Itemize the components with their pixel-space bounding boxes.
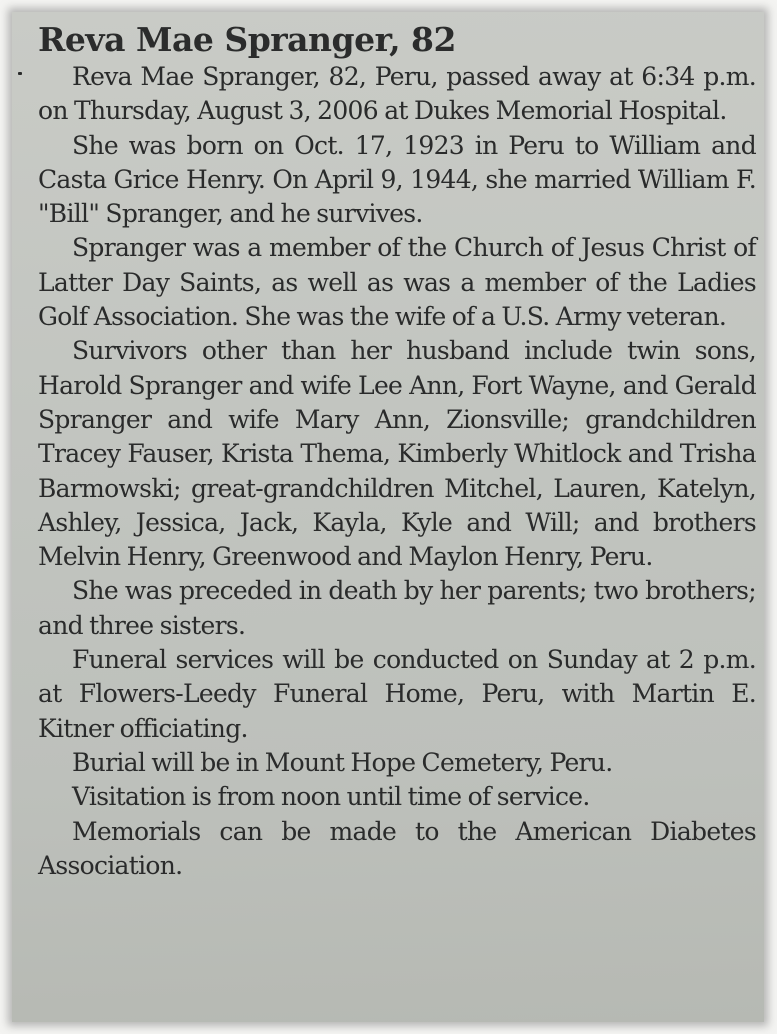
print-mark bbox=[18, 72, 22, 75]
obituary-headline: Reva Mae Spranger, 82 bbox=[38, 20, 456, 59]
obituary-article bbox=[38, 22, 756, 883]
paragraph-memberships: Spranger was a member of the Church of Jesus Christ of Latter Day Saints, as well as was a member of the Ladies Golf Association. She was the wife of a U.S. Army veteran. bbox=[38, 233, 756, 332]
paragraph-birth-marriage: She was born on Oct. 17, 1923 in Peru to William and Casta Grice Henry. On April 9, 1944, she married William F. "Bill" Spranger, and he survives. bbox=[38, 130, 756, 229]
paragraph-visitation: Visitation is from noon until time of service. bbox=[72, 782, 590, 812]
paragraph-memorials: Memorials can be made to the American Diabetes Association. bbox=[38, 816, 756, 880]
paragraph-death-notice: Reva Mae Spranger, 82, Peru, passed away at 6:34 p.m. on Thursday, August 3, 2006 at Dukes Memorial Hospital. bbox=[38, 62, 756, 126]
newspaper-clipping bbox=[12, 12, 764, 1022]
paragraph-preceded: She was preceded in death by her parents; two brothers; and three sisters. bbox=[38, 576, 756, 640]
paragraph-survivors: Survivors other than her husband include twin sons, Harold Spranger and wife Lee Ann, Fort Wayne, and Gerald Spranger and wife Mary Ann, Zionsville; grandchildren Tracey Fauser, Krista Thema, Kimberly Whitlock and Trisha Barmowski; great-grandchildren Mitchel, Lauren, Katelyn, Ashley, Jessica, Jack, Kayla, Kyle and Will; and brothers Melvin Henry, Greenwood and Maylon Henry, Peru. bbox=[38, 336, 756, 572]
paragraph-burial: Burial will be in Mount Hope Cemetery, Peru. bbox=[72, 747, 613, 777]
paragraph-funeral: Funeral services will be conducted on Sunday at 2 p.m. at Flowers-Leedy Funeral Home, Peru, with Martin E. Kitner officiating. bbox=[38, 645, 756, 743]
